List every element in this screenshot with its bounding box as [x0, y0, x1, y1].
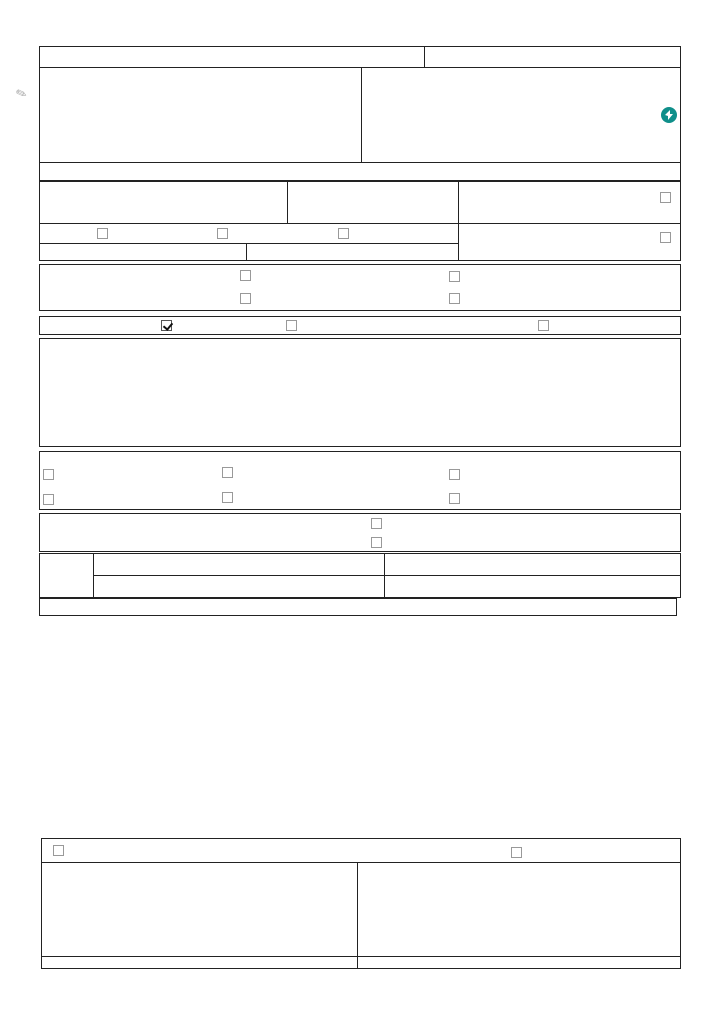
result-not-ok-checkbox[interactable]: [511, 847, 522, 858]
schematics-checkbox[interactable]: [660, 192, 671, 203]
tt-system-checkbox[interactable]: [217, 228, 228, 239]
reason-row: [39, 316, 681, 335]
change-checkbox[interactable]: [538, 320, 549, 331]
plant-row: [39, 162, 681, 181]
result-ok-checkbox[interactable]: [53, 845, 64, 856]
pencil-mark-icon: ✎: [13, 84, 29, 103]
special-test-checkbox-2[interactable]: [449, 293, 460, 304]
eib-function-checkbox[interactable]: [449, 469, 460, 480]
rcd-function-checkbox[interactable]: [222, 492, 233, 503]
remarks-row: [39, 598, 677, 616]
function-test-checkbox[interactable]: [43, 494, 54, 505]
measure-block: [39, 513, 681, 552]
std2-checkbox[interactable]: [240, 293, 251, 304]
it-system-checkbox[interactable]: [338, 228, 349, 239]
protection-function-checkbox[interactable]: [43, 469, 54, 480]
evu-block: [39, 181, 681, 224]
tn-system-checkbox[interactable]: [97, 228, 108, 239]
std1-checkbox[interactable]: [240, 270, 251, 281]
eib-checkbox[interactable]: [660, 232, 671, 243]
eib-function-checkbox-2[interactable]: [449, 493, 460, 504]
inspection-block: [39, 338, 681, 447]
trial-block: [39, 451, 681, 510]
first-test-checkbox[interactable]: [161, 320, 172, 331]
order-number-box: [424, 46, 681, 68]
extension-checkbox[interactable]: [286, 320, 297, 331]
system-block: [39, 223, 681, 261]
special-test-checkbox[interactable]: [449, 271, 460, 282]
test-block: [39, 264, 681, 311]
pe-ok-checkbox[interactable]: [371, 518, 382, 529]
logo-mark-icon: [660, 106, 678, 124]
signature-block: [41, 838, 681, 969]
sockets-checkbox[interactable]: [222, 467, 233, 478]
parties-box: [39, 67, 681, 163]
protocol-number-box: [39, 46, 425, 68]
continuity-checkbox[interactable]: [371, 537, 382, 548]
